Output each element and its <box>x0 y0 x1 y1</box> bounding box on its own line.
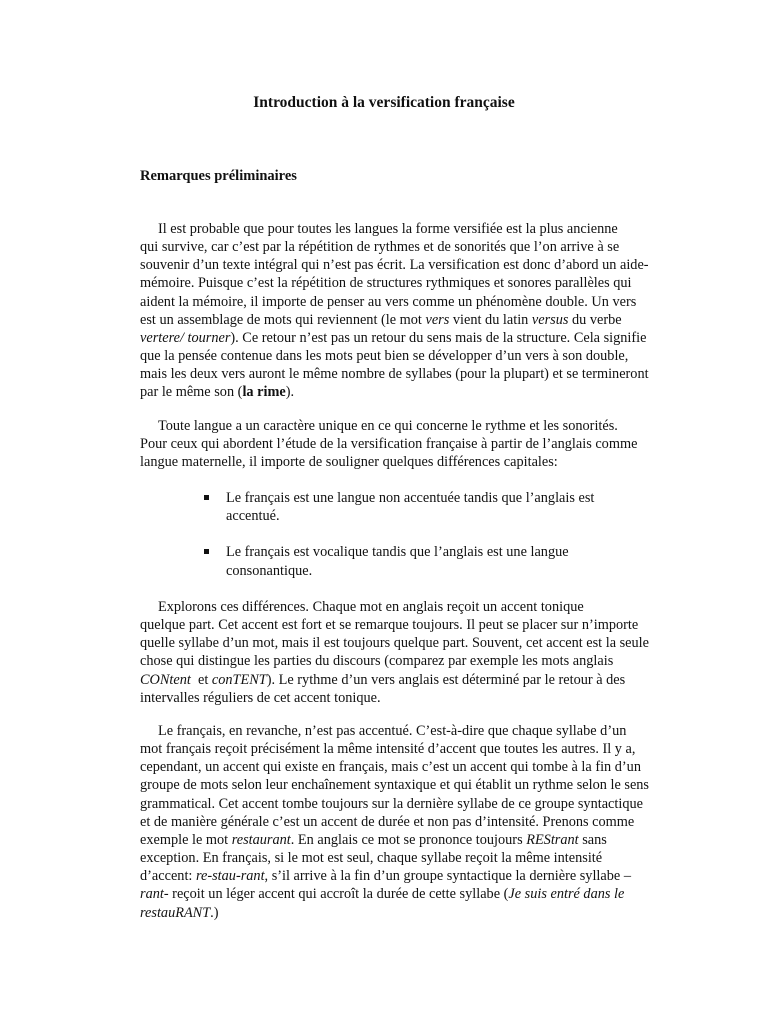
text-run: est un assemblage de mots qui reviennent (le mot <box>140 311 426 328</box>
paragraph-line: groupe de mots selon leur enchaînement syntaxique et qui établit un rythme selon le sens <box>140 777 649 794</box>
paragraph-line: Toute langue a un caractère unique en ce qui concerne le rythme et les sonorités. <box>158 418 618 434</box>
text-run: et <box>190 671 212 688</box>
italic-term: versus <box>531 311 569 328</box>
paragraph-line <box>140 831 650 849</box>
paragraph-line: cependant, un accent qui existe en français, mais c’est un accent qui tombe à la fin d’un <box>140 759 641 776</box>
paragraph-line: et de manière générale c’est un accent de durée et non pas d’intensité. Prenons comme <box>140 813 635 830</box>
paragraph-line <box>140 885 650 903</box>
italic-term: vertere/ tourner <box>140 329 231 346</box>
paragraph-line: intervalles réguliers de cet accent tonique. <box>140 689 381 706</box>
paragraph-line: langue maternelle, il importe de souligner quelques différences capitales: <box>140 454 558 471</box>
paragraph-line: Pour ceux qui abordent l’étude de la versification française à partir de l’anglais comme <box>140 436 638 453</box>
italic-term: Je suis entré dans le <box>508 886 625 903</box>
paragraph-line: souvenir d’un texte intégral qui n’est pas écrit. La versification est donc d’abord un aide- <box>140 257 649 274</box>
paragraph-line <box>140 671 650 689</box>
bullet-item <box>204 489 644 525</box>
paragraph-1 <box>140 220 650 402</box>
paragraph-line <box>140 867 650 885</box>
bullet-square-icon <box>204 549 209 554</box>
paragraph-line: mot français reçoit précisément la même intensité d’accent que toutes les autres. Il y a, <box>140 741 636 758</box>
bullet-list <box>204 489 644 580</box>
italic-term: conTENT <box>211 671 267 688</box>
paragraph-line: chose qui distingue les parties du discours (comparez par exemple les mots anglais <box>140 653 614 670</box>
paragraph-line: aident la mémoire, il importe de penser au vers comme un phénomène double. Un vers <box>140 293 637 310</box>
text-run: d’accent: <box>140 868 196 885</box>
bullet-square-icon <box>204 495 209 500</box>
italic-term: restauRANT <box>140 904 211 921</box>
paragraph-line: quelle syllabe d’un mot, mais il est toujours quelque part. Souvent, cet accent est la seule <box>140 635 649 652</box>
bullet-line: Le français est une langue non accentuée tandis que l’anglais est <box>226 490 595 506</box>
paragraph-2 <box>140 417 650 471</box>
paragraph-line: grammatical. Cet accent tombe toujours sur la dernière syllabe de ce groupe syntactique <box>140 795 643 812</box>
document-title: Introduction à la versification française <box>253 94 515 111</box>
bullet-line: accentué. <box>226 508 280 525</box>
italic-term: vers <box>425 311 450 328</box>
bullet-item <box>204 543 644 579</box>
paragraph-line: mémoire. Puisque c’est la répétition de structures rythmiques et sonores parallèles qui <box>140 275 632 292</box>
italic-term: CONtent <box>140 671 191 688</box>
text-run: du verbe <box>568 311 622 328</box>
paragraph-line <box>140 383 650 401</box>
text-run: exemple le mot <box>140 831 232 848</box>
paragraph-line <box>140 329 650 347</box>
bold-term: la rime <box>242 384 286 401</box>
paragraph-line: Il est probable que pour toutes les langues la forme versifiée est la plus ancienne <box>158 221 618 237</box>
text-run: vient du latin <box>449 311 532 328</box>
paragraph-line: mais les deux vers auront le même nombre de syllabes (pour la plupart) et se termineront <box>140 366 649 383</box>
text-run: , s’il arrive à la fin d’un groupe syntactique la dernière syllabe – <box>264 868 631 885</box>
bullet-line: consonantique. <box>226 562 313 579</box>
italic-term: restaurant <box>231 831 291 848</box>
paragraph-line: Explorons ces différences. Chaque mot en anglais reçoit un accent tonique <box>158 599 584 615</box>
text-run: .) <box>210 904 219 921</box>
text-run: reçoit un léger accent qui accroît la durée de cette syllabe ( <box>168 886 509 903</box>
paragraph-4 <box>140 722 650 922</box>
paragraph-line <box>140 904 650 922</box>
paragraph-line: quelque part. Cet accent est fort et se remarque toujours. Il peut se placer sur n’importe <box>140 617 639 634</box>
paragraph-3 <box>140 598 650 707</box>
paragraph-line: Le français, en revanche, n’est pas accentué. C’est-à-dire que chaque syllabe d’un <box>158 723 627 739</box>
paragraph-line: exception. En français, si le mot est seul, chaque syllabe reçoit la même intensité <box>140 850 603 867</box>
text-run: . En anglais ce mot se prononce toujours <box>290 831 527 848</box>
text-run: ). Le rythme d’un vers anglais est déterminé par le retour à des <box>266 671 626 688</box>
italic-term: re-stau-rant <box>195 868 265 885</box>
text-run: sans <box>578 831 607 848</box>
section-heading: Remarques préliminaires <box>140 168 297 184</box>
paragraph-line: qui survive, car c’est par la répétition de rythmes et de sonorités que l’on arrive à se <box>140 239 620 256</box>
text-run: ). Ce retour n’est pas un retour du sens mais de la structure. Cela signifie <box>230 329 647 346</box>
text-run: ). <box>285 384 295 401</box>
text-run: par le même son ( <box>140 384 243 401</box>
paragraph-line <box>140 311 650 329</box>
italic-term: rant- <box>140 886 169 903</box>
italic-term: REStrant <box>526 831 579 848</box>
bullet-line: Le français est vocalique tandis que l’anglais est une langue <box>226 544 569 561</box>
paragraph-line: que la pensée contenue dans les mots peut bien se développer d’un vers à son double, <box>140 348 629 365</box>
